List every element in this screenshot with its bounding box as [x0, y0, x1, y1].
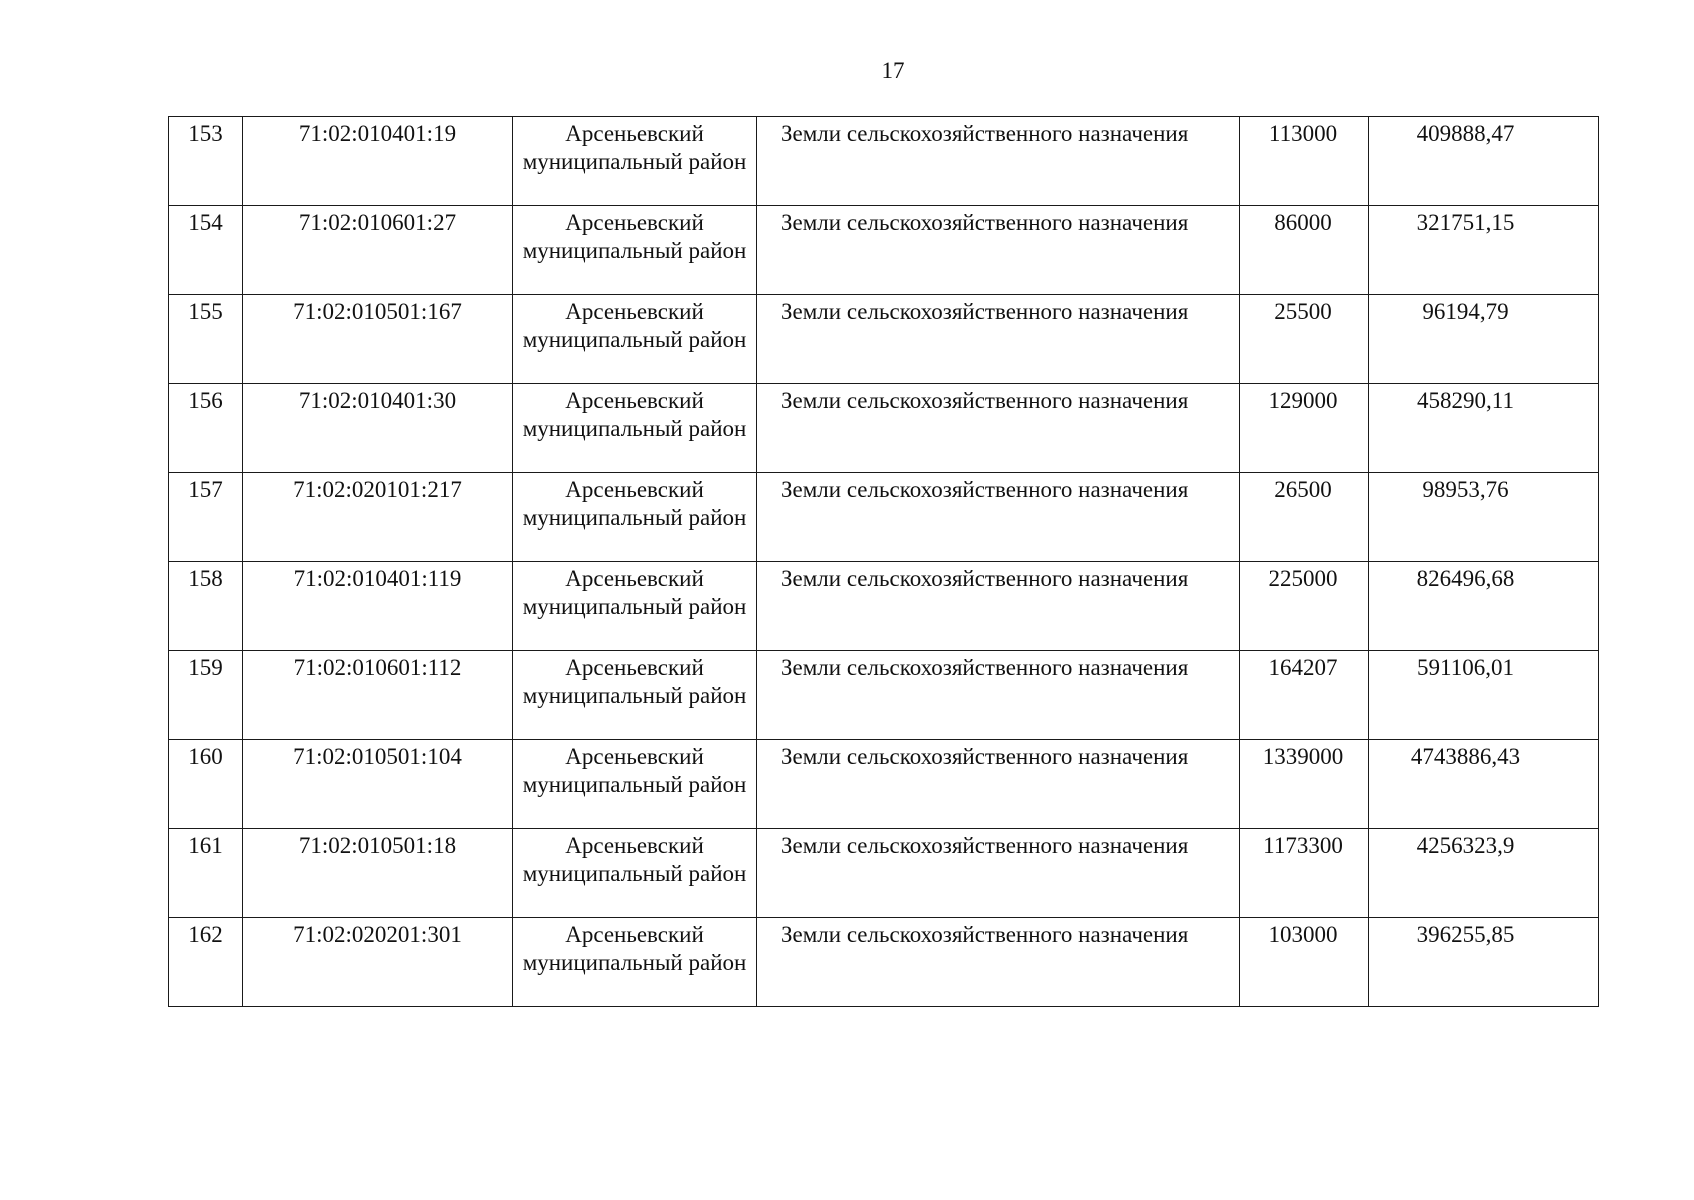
table-row [169, 384, 1599, 473]
cadastral-number-cell: 71:02:010401:30 [243, 384, 513, 473]
area-cell: 103000 [1240, 918, 1369, 1007]
row-number-cell: 161 [169, 829, 243, 918]
cadastral-value-cell: 321751,15 [1369, 206, 1599, 295]
land-category-cell: Земли сельскохозяйственного назначения [757, 651, 1240, 740]
area-cell: 1339000 [1240, 740, 1369, 829]
land-category-cell: Земли сельскохозяйственного назначения [757, 562, 1240, 651]
row-number-cell: 159 [169, 651, 243, 740]
row-number-cell: 153 [169, 117, 243, 206]
area-cell: 1173300 [1240, 829, 1369, 918]
district-cell: Арсеньевский муниципальный район [513, 473, 757, 562]
cadastral-number-cell: 71:02:010401:119 [243, 562, 513, 651]
land-category-cell: Земли сельскохозяйственного назначения [757, 295, 1240, 384]
cadastral-number-cell: 71:02:010601:112 [243, 651, 513, 740]
cadastral-value-cell: 98953,76 [1369, 473, 1599, 562]
row-number-cell: 162 [169, 918, 243, 1007]
land-category-cell: Земли сельскохозяйственного назначения [757, 473, 1240, 562]
row-number-cell: 158 [169, 562, 243, 651]
district-cell: Арсеньевский муниципальный район [513, 295, 757, 384]
district-cell: Арсеньевский муниципальный район [513, 384, 757, 473]
land-category-cell: Земли сельскохозяйственного назначения [757, 206, 1240, 295]
area-cell: 113000 [1240, 117, 1369, 206]
row-number-cell: 156 [169, 384, 243, 473]
table-row [169, 829, 1599, 918]
cadastral-value-cell: 458290,11 [1369, 384, 1599, 473]
table-row [169, 206, 1599, 295]
cadastral-number-cell: 71:02:010401:19 [243, 117, 513, 206]
cadastral-number-cell: 71:02:020201:301 [243, 918, 513, 1007]
table-row [169, 740, 1599, 829]
land-category-cell: Земли сельскохозяйственного назначения [757, 918, 1240, 1007]
table-row [169, 562, 1599, 651]
cadastral-value-cell: 96194,79 [1369, 295, 1599, 384]
land-category-cell: Земли сельскохозяйственного назначения [757, 117, 1240, 206]
district-cell: Арсеньевский муниципальный район [513, 206, 757, 295]
land-category-cell: Земли сельскохозяйственного назначения [757, 384, 1240, 473]
area-cell: 25500 [1240, 295, 1369, 384]
district-cell: Арсеньевский муниципальный район [513, 918, 757, 1007]
cadastral-value-cell: 826496,68 [1369, 562, 1599, 651]
row-number-cell: 155 [169, 295, 243, 384]
cadastral-number-cell: 71:02:010501:167 [243, 295, 513, 384]
row-number-cell: 154 [169, 206, 243, 295]
area-cell: 225000 [1240, 562, 1369, 651]
table-row [169, 117, 1599, 206]
area-cell: 129000 [1240, 384, 1369, 473]
cadastral-value-cell: 409888,47 [1369, 117, 1599, 206]
table-row [169, 295, 1599, 384]
cadastral-value-cell: 396255,85 [1369, 918, 1599, 1007]
table-row [169, 918, 1599, 1007]
cadastral-number-cell: 71:02:010501:104 [243, 740, 513, 829]
district-cell: Арсеньевский муниципальный район [513, 562, 757, 651]
land-category-cell: Земли сельскохозяйственного назначения [757, 740, 1240, 829]
area-cell: 26500 [1240, 473, 1369, 562]
table-row [169, 473, 1599, 562]
row-number-cell: 157 [169, 473, 243, 562]
district-cell: Арсеньевский муниципальный район [513, 829, 757, 918]
cadastral-number-cell: 71:02:010501:18 [243, 829, 513, 918]
cadastral-value-cell: 4256323,9 [1369, 829, 1599, 918]
cadastral-number-cell: 71:02:010601:27 [243, 206, 513, 295]
page-number: 17 [881, 58, 905, 83]
area-cell: 164207 [1240, 651, 1369, 740]
district-cell: Арсеньевский муниципальный район [513, 740, 757, 829]
land-category-cell: Земли сельскохозяйственного назначения [757, 829, 1240, 918]
district-cell: Арсеньевский муниципальный район [513, 651, 757, 740]
land-plots-table [168, 116, 1599, 1007]
district-cell: Арсеньевский муниципальный район [513, 117, 757, 206]
table-row [169, 651, 1599, 740]
cadastral-number-cell: 71:02:020101:217 [243, 473, 513, 562]
row-number-cell: 160 [169, 740, 243, 829]
cadastral-value-cell: 591106,01 [1369, 651, 1599, 740]
cadastral-value-cell: 4743886,43 [1369, 740, 1599, 829]
table-body [169, 117, 1599, 1007]
area-cell: 86000 [1240, 206, 1369, 295]
